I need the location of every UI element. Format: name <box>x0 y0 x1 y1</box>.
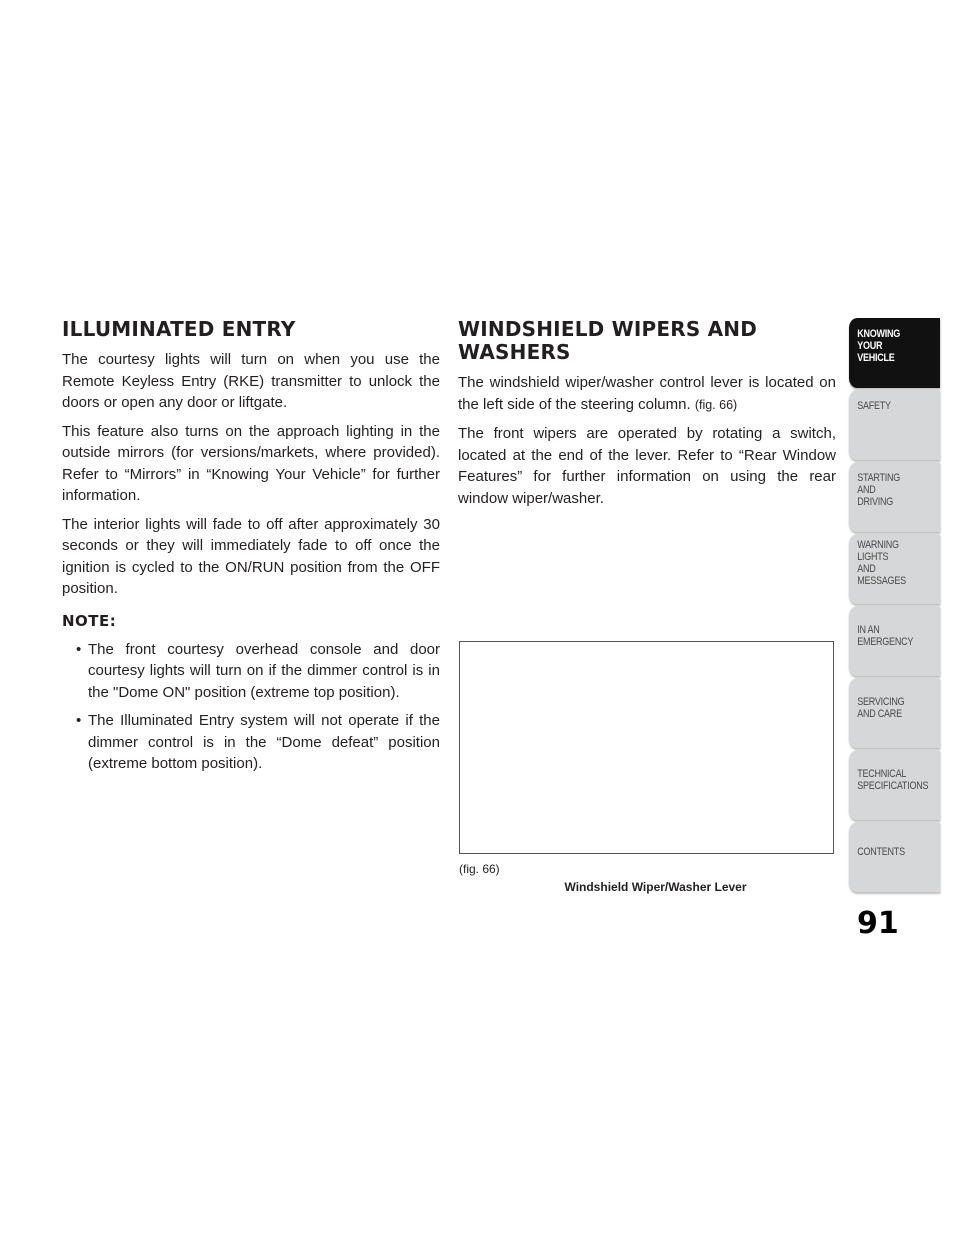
tab-label: IN AN EMERGENCY <box>857 624 914 648</box>
section-heading-windshield-wipers: WINDSHIELD WIPERS AND WASHERS <box>458 317 758 364</box>
page-number: 91 <box>857 906 899 941</box>
tab-servicing-and-care[interactable] <box>849 678 940 748</box>
left-column <box>62 318 440 782</box>
figure-label: (fig. 66) <box>459 862 500 876</box>
tab-label: SERVICING AND CARE <box>857 696 905 720</box>
tab-starting-and-driving[interactable] <box>849 462 940 532</box>
paragraph-wiper-2: The front wipers are operated by rotating a switch, located at the end of the lever. Refer to “Rear Window Features” for further information on using the rear window wiper/washer. <box>458 425 836 507</box>
bullet-icon: • <box>76 640 82 658</box>
tab-label: KNOWING YOUR VEHICLE <box>857 328 901 364</box>
note-item-text: The front courtesy overhead console and door courtesy lights will turn on if the dimmer control is in the "Dome ON" position (extreme top position). <box>88 640 440 701</box>
paragraph-wiper-1 <box>458 372 836 416</box>
bullet-icon: • <box>76 712 82 729</box>
tab-label: TECHNICAL SPECIFICATIONS <box>857 768 929 792</box>
chapter-tabs <box>849 318 960 894</box>
tab-contents[interactable] <box>849 822 940 892</box>
note-item <box>62 639 440 704</box>
tab-label: STARTING AND DRIVING <box>857 472 901 508</box>
paragraph-3: The interior lights will fade to off after approximately 30 seconds or they will immediately fade to off once the ignition is cycled to the ON/RUN position from the OFF position. <box>62 515 440 597</box>
tab-label: CONTENTS <box>857 846 905 858</box>
note-list <box>62 639 440 775</box>
tab-label: WARNING LIGHTS AND MESSAGES <box>857 539 906 587</box>
section-heading-illuminated-entry: ILLUMINATED ENTRY <box>62 317 296 341</box>
figure-66-image <box>459 641 834 854</box>
tab-label: SAFETY <box>857 400 891 412</box>
right-column <box>458 318 836 516</box>
paragraph-1: The courtesy lights will turn on when you use the Remote Keyless Entry (RKE) transmitter to unlock the doors or open any door or liftgate. <box>62 351 440 411</box>
paragraph-2: This feature also turns on the approach lighting in the outside mirrors (for versions/markets, where provided). Refer to “Mirrors” in “Knowing Your Vehicle” for further information. <box>62 422 440 504</box>
note-item <box>62 710 440 775</box>
figure-caption: Windshield Wiper/Washer Lever <box>564 880 747 894</box>
tab-in-an-emergency[interactable] <box>849 606 940 676</box>
tab-safety[interactable] <box>849 390 940 460</box>
paragraph-wiper-1-text: The windshield wiper/washer control lever is located on the left side of the steering column. <box>458 374 836 413</box>
figure-reference: (fig. 66) <box>694 397 738 412</box>
note-label: NOTE: <box>62 611 117 630</box>
tab-knowing-your-vehicle[interactable] <box>849 318 940 388</box>
tab-technical-specifications[interactable] <box>849 750 940 820</box>
tab-warning-lights[interactable] <box>849 534 940 604</box>
note-item-text: The Illuminated Entry system will not operate if the dimmer control is in the “Dome defeat” position (extreme bottom position). <box>88 712 440 772</box>
